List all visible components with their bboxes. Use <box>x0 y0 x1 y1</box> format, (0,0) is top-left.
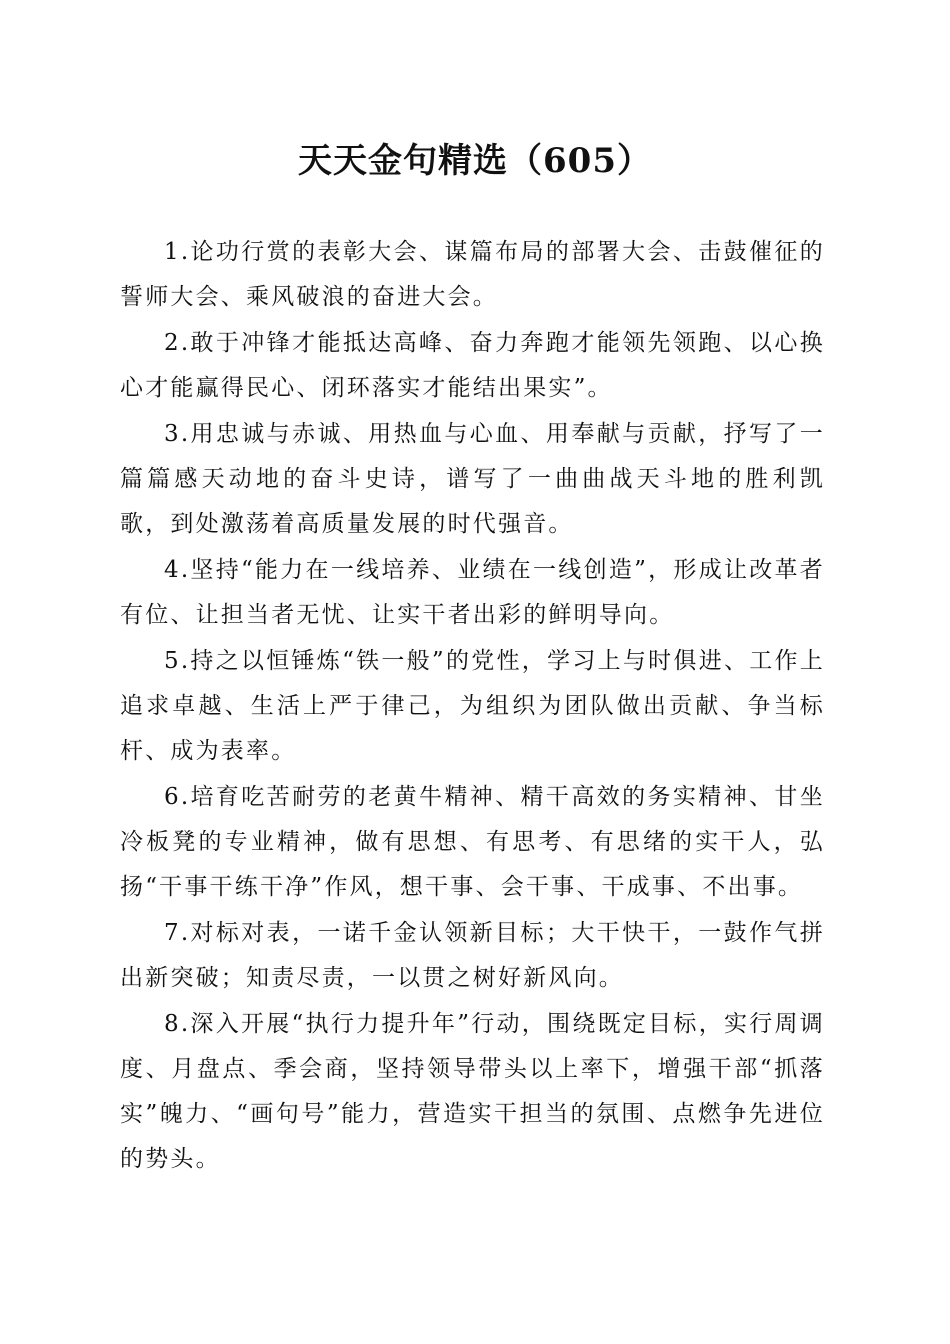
paragraph-2: 2.敢于冲锋才能抵达高峰、奋力奔跑才能领先领跑、以心换心才能赢得民心、闭环落实才能结出果实”。 <box>120 330 825 401</box>
document-body <box>120 230 825 1183</box>
document-title: 天天金句精选（605） <box>298 141 652 181</box>
paragraph-1: 1.论功行赏的表彰大会、谋篇布局的部署大会、击鼓催征的誓师大会、乘风破浪的奋进大会。 <box>120 239 825 310</box>
paragraph-3: 3.用忠诚与赤诚、用热血与心血、用奉献与贡献，抒写了一篇篇感天动地的奋斗史诗，谱写了一曲曲战天斗地的胜利凯歌，到处激荡着高质量发展的时代强音。 <box>120 421 825 537</box>
paragraph-7: 7.对标对表，一诺千金认领新目标；大干快干，一鼓作气拼出新突破；知责尽责，一以贯之树好新风向。 <box>120 920 825 991</box>
paragraph-6: 6.培育吃苦耐劳的老黄牛精神、精干高效的务实精神、甘坐冷板凳的专业精神，做有思想、有思考、有思绪的实干人，弘扬“干事干练干净”作风，想干事、会干事、干成事、不出事。 <box>120 784 825 900</box>
paragraph-4: 4.坚持“能力在一线培养、业绩在一线创造”，形成让改革者有位、让担当者无忧、让实干者出彩的鲜明导向。 <box>120 557 825 628</box>
paragraph-5: 5.持之以恒锤炼“铁一般”的党性，学习上与时俱进、工作上追求卓越、生活上严于律己，为组织为团队做出贡献、争当标杆、成为表率。 <box>120 648 825 764</box>
paragraph-8: 8.深入开展“执行力提升年”行动，围绕既定目标，实行周调度、月盘点、季会商，坚持领导带头以上率下，增强干部“抓落实”魄力、“画句号”能力，营造实干担当的氛围、点燃争先进位的势头。 <box>120 1011 825 1172</box>
